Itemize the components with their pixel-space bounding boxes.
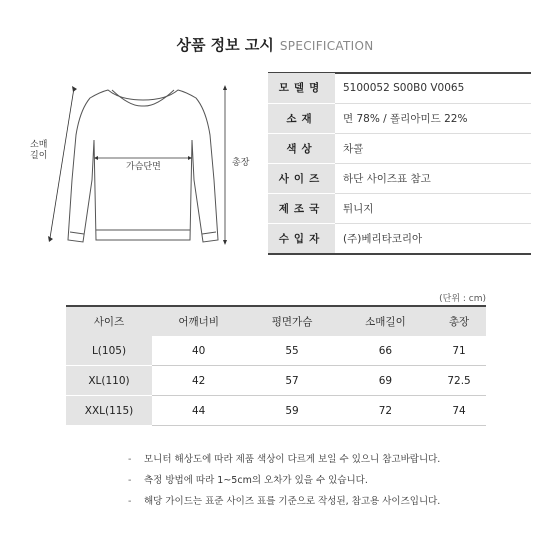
spec-label: 제조국 (268, 193, 335, 223)
note-bullet: - (128, 454, 132, 465)
spec-value: 5100052 S00B0 V0065 (335, 73, 531, 103)
spec-label: 소재 (268, 103, 335, 133)
spec-value: 차콜 (335, 133, 531, 163)
size-cell: 74 (432, 396, 486, 426)
size-table (66, 307, 486, 426)
spec-row-material (268, 103, 531, 133)
list-item (128, 496, 440, 517)
size-cell: 69 (339, 366, 432, 396)
spec-value: 면 78% / 폴리아미드 22% (335, 103, 531, 133)
size-header-cell: 어깨너비 (152, 307, 245, 336)
spec-label: 모델명 (268, 73, 335, 103)
spec-table-bottom-rule (268, 253, 531, 255)
size-cell: 72.5 (432, 366, 486, 396)
size-cell: 66 (339, 336, 432, 366)
list-item (128, 475, 440, 496)
size-header-cell: 총장 (432, 307, 486, 336)
unit-note: (단위 : cm) (439, 294, 486, 304)
size-header-cell: 사이즈 (66, 307, 152, 336)
page-title (0, 34, 550, 55)
size-cell: 42 (152, 366, 245, 396)
table-row (66, 396, 486, 426)
size-header-cell: 평면가슴 (245, 307, 338, 336)
spec-label: 사이즈 (268, 163, 335, 193)
size-cell: 44 (152, 396, 245, 426)
title-english: SPECIFICATION (279, 39, 374, 53)
note-text: 모니터 해상도에 따라 제품 색상이 다르게 보일 수 있으니 참고바랍니다. (144, 454, 441, 465)
table-row (66, 366, 486, 396)
sleeve-length-label: 소매 길이 (30, 140, 48, 161)
size-cell: XXL(115) (66, 396, 152, 426)
note-bullet: - (128, 475, 132, 486)
note-text: 해당 가이드는 표준 사이즈 표를 기준으로 작성된, 참고용 사이즈입니다. (144, 496, 441, 507)
size-header-cell: 소매길이 (339, 307, 432, 336)
spec-label: 수입자 (268, 223, 335, 253)
notes-list (128, 454, 440, 517)
title-korean: 상품 정보 고시 (176, 36, 274, 54)
size-cell: L(105) (66, 336, 152, 366)
size-cell: 72 (339, 396, 432, 426)
list-item (128, 454, 440, 475)
size-cell: 59 (245, 396, 338, 426)
size-table-header-row (66, 307, 486, 336)
spec-row-model (268, 73, 531, 103)
size-cell: 40 (152, 336, 245, 366)
note-bullet: - (128, 496, 132, 507)
table-row (66, 336, 486, 366)
spec-row-importer (268, 223, 531, 253)
spec-row-origin (268, 193, 531, 223)
size-cell: 71 (432, 336, 486, 366)
spec-value: (주)베리타코리아 (335, 223, 531, 253)
chest-width-label: 가슴단면 (126, 162, 161, 172)
size-cell: XL(110) (66, 366, 152, 396)
total-length-label: 총장 (232, 158, 250, 168)
note-text: 측정 방법에 따라 1~5cm의 오차가 있을 수 있습니다. (144, 475, 368, 486)
spec-label: 색상 (268, 133, 335, 163)
spec-row-color (268, 133, 531, 163)
spec-value: 하단 사이즈표 참고 (335, 163, 531, 193)
size-cell: 57 (245, 366, 338, 396)
spec-row-size (268, 163, 531, 193)
spec-value: 튀니지 (335, 193, 531, 223)
spec-table (268, 73, 531, 254)
garment-diagram (20, 70, 260, 255)
size-cell: 55 (245, 336, 338, 366)
